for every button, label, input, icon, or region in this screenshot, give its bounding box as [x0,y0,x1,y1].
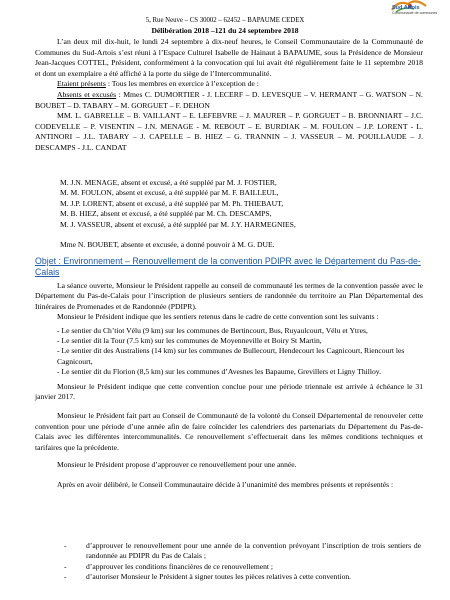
replacement-item: M. B. HIEZ, absent et excusé, a été suppléé par M. Ch. DESCAMPS, [60,209,272,219]
body-paragraph-4: Monsieur le Président fait part au Conseil de Communauté de la volonté du Conseil Départemental de renouveler cette convention pour une période d’une année afin de faire coïncider les calendriers des partenariats du Département du Pas-de-Calais avec les différentes intercommunalités. Ce renouvellement s’effectuerait dans les mêmes conditions techniques et tarifaires que la précédente. [35,411,423,452]
trail-item: - Le sentier dit du Florion (8,5 km) sur les communes d’Avesnes les Bapaume, Grevillers et Ligny Thilloy. [57,367,382,377]
object-label: Objet : [35,256,61,266]
intro-section [35,37,423,154]
decision-item: - d’approuver le renouvellement pour une année de la convention prévoyant l’inscription de trois sentiers de randonnée au PDIPR du Pas de Calais ; [64,541,421,561]
absent-label: Absents et excusés [57,89,117,99]
body-paragraph-1: La séance ouverte, Monsieur le Président rappelle au conseil de communauté les termes de la convention passée avec le Département du Pas-de-Calais pour l’inscription de plusieurs sentiers de randonnée du territoire au Plan Départemental des Itinéraires de Promenades et de Randonnée (PDIPR). [35,281,423,311]
replacement-item: M. J.N. MENAGE, absent et excusé, a été suppléé par M. J. FOSTIER, [60,178,277,187]
trail-item: - Le sentier du Ch’tiot Vélu (9 km) sur les communes de Bertincourt, Bus, Ruyaulcourt, Vélu et Ytres, [57,325,368,335]
absent-line-2: MM. L. GABRELLE – B. VAILLANT – E. LEFEBVRE – J. MAURER – P. GORGUET – B. BRONNIART – J.C. CODEVELLE – P. VISENTIN – J.N. MENAGE - M. REBOUT – E. BURDIAK – M. FOULON – J.P. LORENT - L. ANTINORI – J.L. TABARY – J. CAPELLE – B. HIEZ – G. TRANNIN – J. VASSEUR – M. POUILLAUDE – J. DESCAMPS - J.L. CANDAT [35,111,423,152]
intro-paragraph: L’an deux mil dix-huit, le lundi 24 septembre à dix-neuf heures, le Conseil Communautaire de la Communauté de Communes du Sud-Artois s’est réuni à l’Espace Culturel Isabelle de Hainaut à BAPAUME, sous la Présidence de Monsieur Jean-Jacques COTTEL, Président, conformément à la convocation qui lui avait été régulièrement faite le 11 septembre 2018 et dont un exemplaire a été affiché à la porte du siège de l’Intercommunalité. [35,37,423,78]
proxy-line: Mme N. BOUBET, absente et excusée, a donné pouvoir à M. G. DUE. [60,240,275,249]
body-paragraph-6: Après en avoir délibéré, le Conseil Communautaire décide à l’unanimité des membres présents et représentés : [57,479,394,489]
present-text: : Tous les membres en exercice à l’exception de : [105,79,259,89]
header-address: 5, Rue Neuve – CS 30002 – 62452 – BAPAUME CEDEX [145,17,305,24]
decision-item: - d’approuver les conditions financières de ce renouvellement ; [64,561,274,571]
present-line [35,79,423,90]
body-paragraph-2: Monsieur le Président indique que les sentiers retenus dans le cadre de cette convention sont les suivants : [57,312,379,322]
object-heading [35,256,423,278]
body-section [35,281,423,490]
decision-list [64,541,421,583]
replacement-item: M. M. FOULON, absent et excusé, a été suppléé par M. F. BAILLEUL, [60,188,279,198]
trail-item: - Le sentier dit la Tour (7.5 km) sur les communes de Moyenneville et Boiry St Martin, [57,336,322,346]
deliberation-title: Délibération 2018 –121 du 24 septembre 2018 [151,26,299,35]
trail-item: - Le sentier dit des Australiens (14 km) sur les communes de Bullecourt, Hendecourt les Cagnicourt, Riencourt les Cagnicourt, [57,346,405,366]
absent-text: : Mmes C. DUMORTIER - J. LECERF – D. LEVESQUE – V. HERMANT – G. WATSON – N. BOUBET – D. TABARY – M. GORGUET – F. DEHON [35,89,423,110]
logo-text: Sud Artois Communauté de communes [392,5,438,15]
body-paragraph-5: Monsieur le Président propose d’approuver ce renouvellement pour une année. [57,460,297,470]
replacement-item: M. J.P. LORENT, absent et excusé, a été suppléé par M. Ph. THIEBAUT, [60,198,284,208]
object-title: Environnement – Renouvellement de la convention PDIPR avec le Département du Pas-de-Calais [35,256,421,277]
replacements-list [60,178,400,230]
decision-item: - d’autoriser Monsieur le Président à signer toutes les pièces relatives à cette convention. [64,572,352,582]
absent-line [35,90,423,111]
replacement-item: M. J. VASSEUR, absent et excusé, a été suppléé par M. J.Y. HARMEGNIES, [60,219,296,229]
body-paragraph-3: Monsieur le Président indique que cette convention conclue pour une période triennale est arrivée à échéance le 31 janvier 2017. [35,381,423,402]
present-label: Etaient présents [57,79,106,89]
